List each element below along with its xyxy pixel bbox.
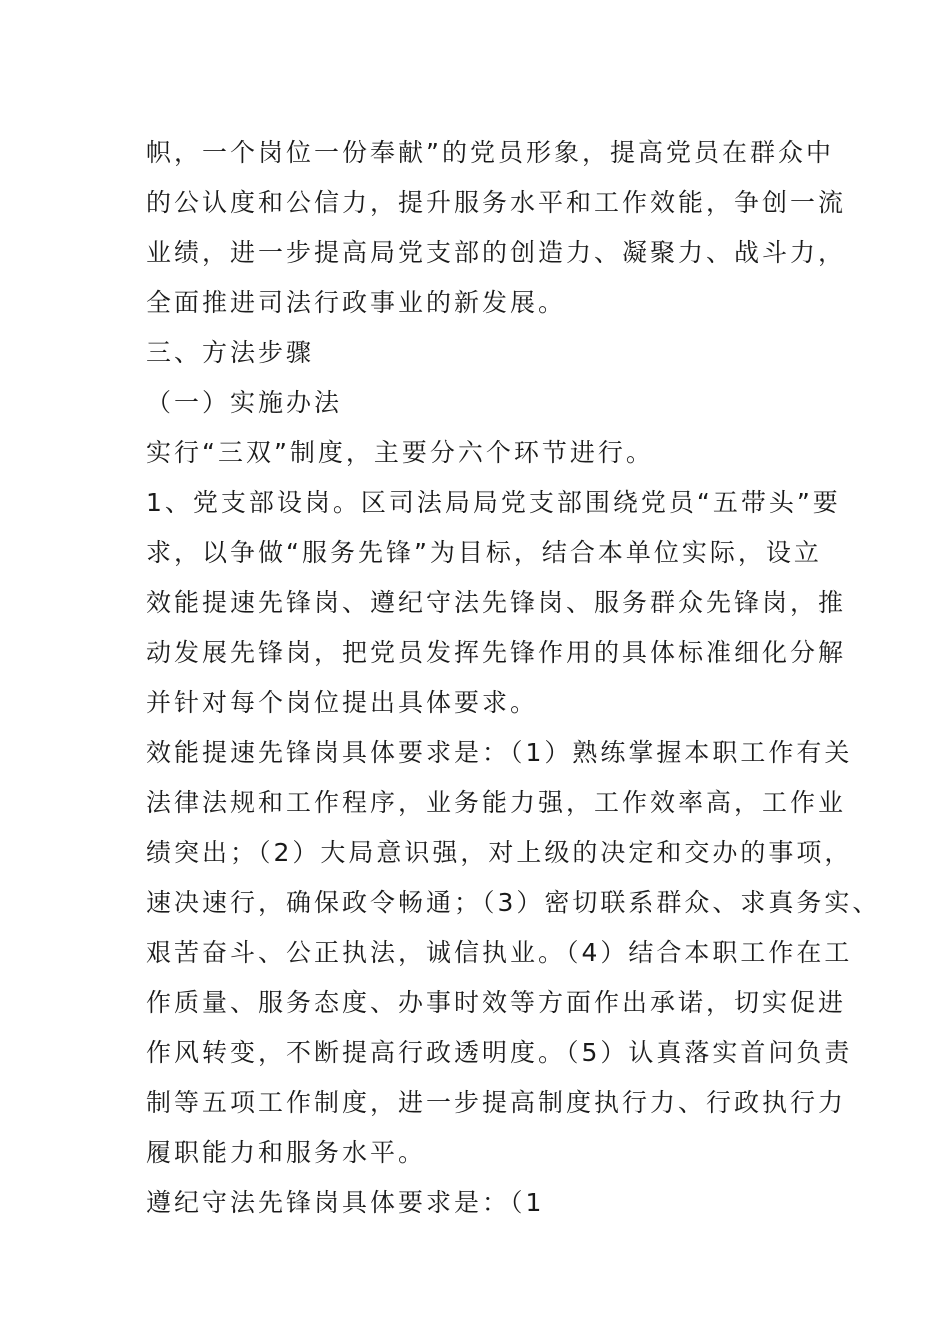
text-line: 绩突出；（2）大局意识强，对上级的决定和交办的事项，	[146, 838, 853, 867]
text-line: 作质量、服务态度、办事时效等方面作出承诺，切实促进	[146, 988, 847, 1017]
text-line: 制等五项工作制度，进一步提高制度执行力、行政执行力	[146, 1088, 847, 1117]
text-line: 业绩，进一步提高局党支部的创造力、凝聚力、战斗力，	[146, 238, 847, 267]
section-heading: 三、方法步骤	[146, 338, 315, 367]
text-line: 遵纪守法先锋岗具体要求是：（1	[146, 1188, 545, 1217]
text-line: 帜，一个岗位一份奉献”的党员形象，提高党员在群众中	[146, 138, 834, 167]
text-line: 1、党支部设岗。区司法局局党支部围绕党员“五带头”要	[146, 488, 841, 517]
subsection-heading: （一）实施办法	[146, 388, 343, 417]
text-line: 法律法规和工作程序，业务能力强，工作效率高，工作业	[146, 788, 847, 817]
text-line: 的公认度和公信力，提升服务水平和工作效能，争创一流	[146, 188, 847, 217]
text-line: 求，以争做“服务先锋”为目标，结合本单位实际，设立	[146, 538, 822, 567]
body-text	[146, 128, 881, 1228]
text-line: 全面推进司法行政事业的新发展。	[146, 288, 567, 317]
text-line: 效能提速先锋岗、遵纪守法先锋岗、服务群众先锋岗，推	[146, 588, 847, 617]
text-line: 速决速行，确保政令畅通；（3）密切联系群众、求真务实、	[146, 888, 881, 917]
text-line: 动发展先锋岗，把党员发挥先锋作用的具体标准细化分解	[146, 638, 847, 667]
text-line: 效能提速先锋岗具体要求是：（1）熟练掌握本职工作有关	[146, 738, 853, 767]
text-line: 并针对每个岗位提出具体要求。	[146, 688, 539, 717]
text-line: 实行“三双”制度，主要分六个环节进行。	[146, 438, 654, 467]
text-line: 艰苦奋斗、公正执法，诚信执业。（4）结合本职工作在工	[146, 938, 853, 967]
text-line: 作风转变，不断提高行政透明度。（5）认真落实首问负责	[146, 1038, 853, 1067]
text-line: 履职能力和服务水平。	[146, 1138, 427, 1167]
